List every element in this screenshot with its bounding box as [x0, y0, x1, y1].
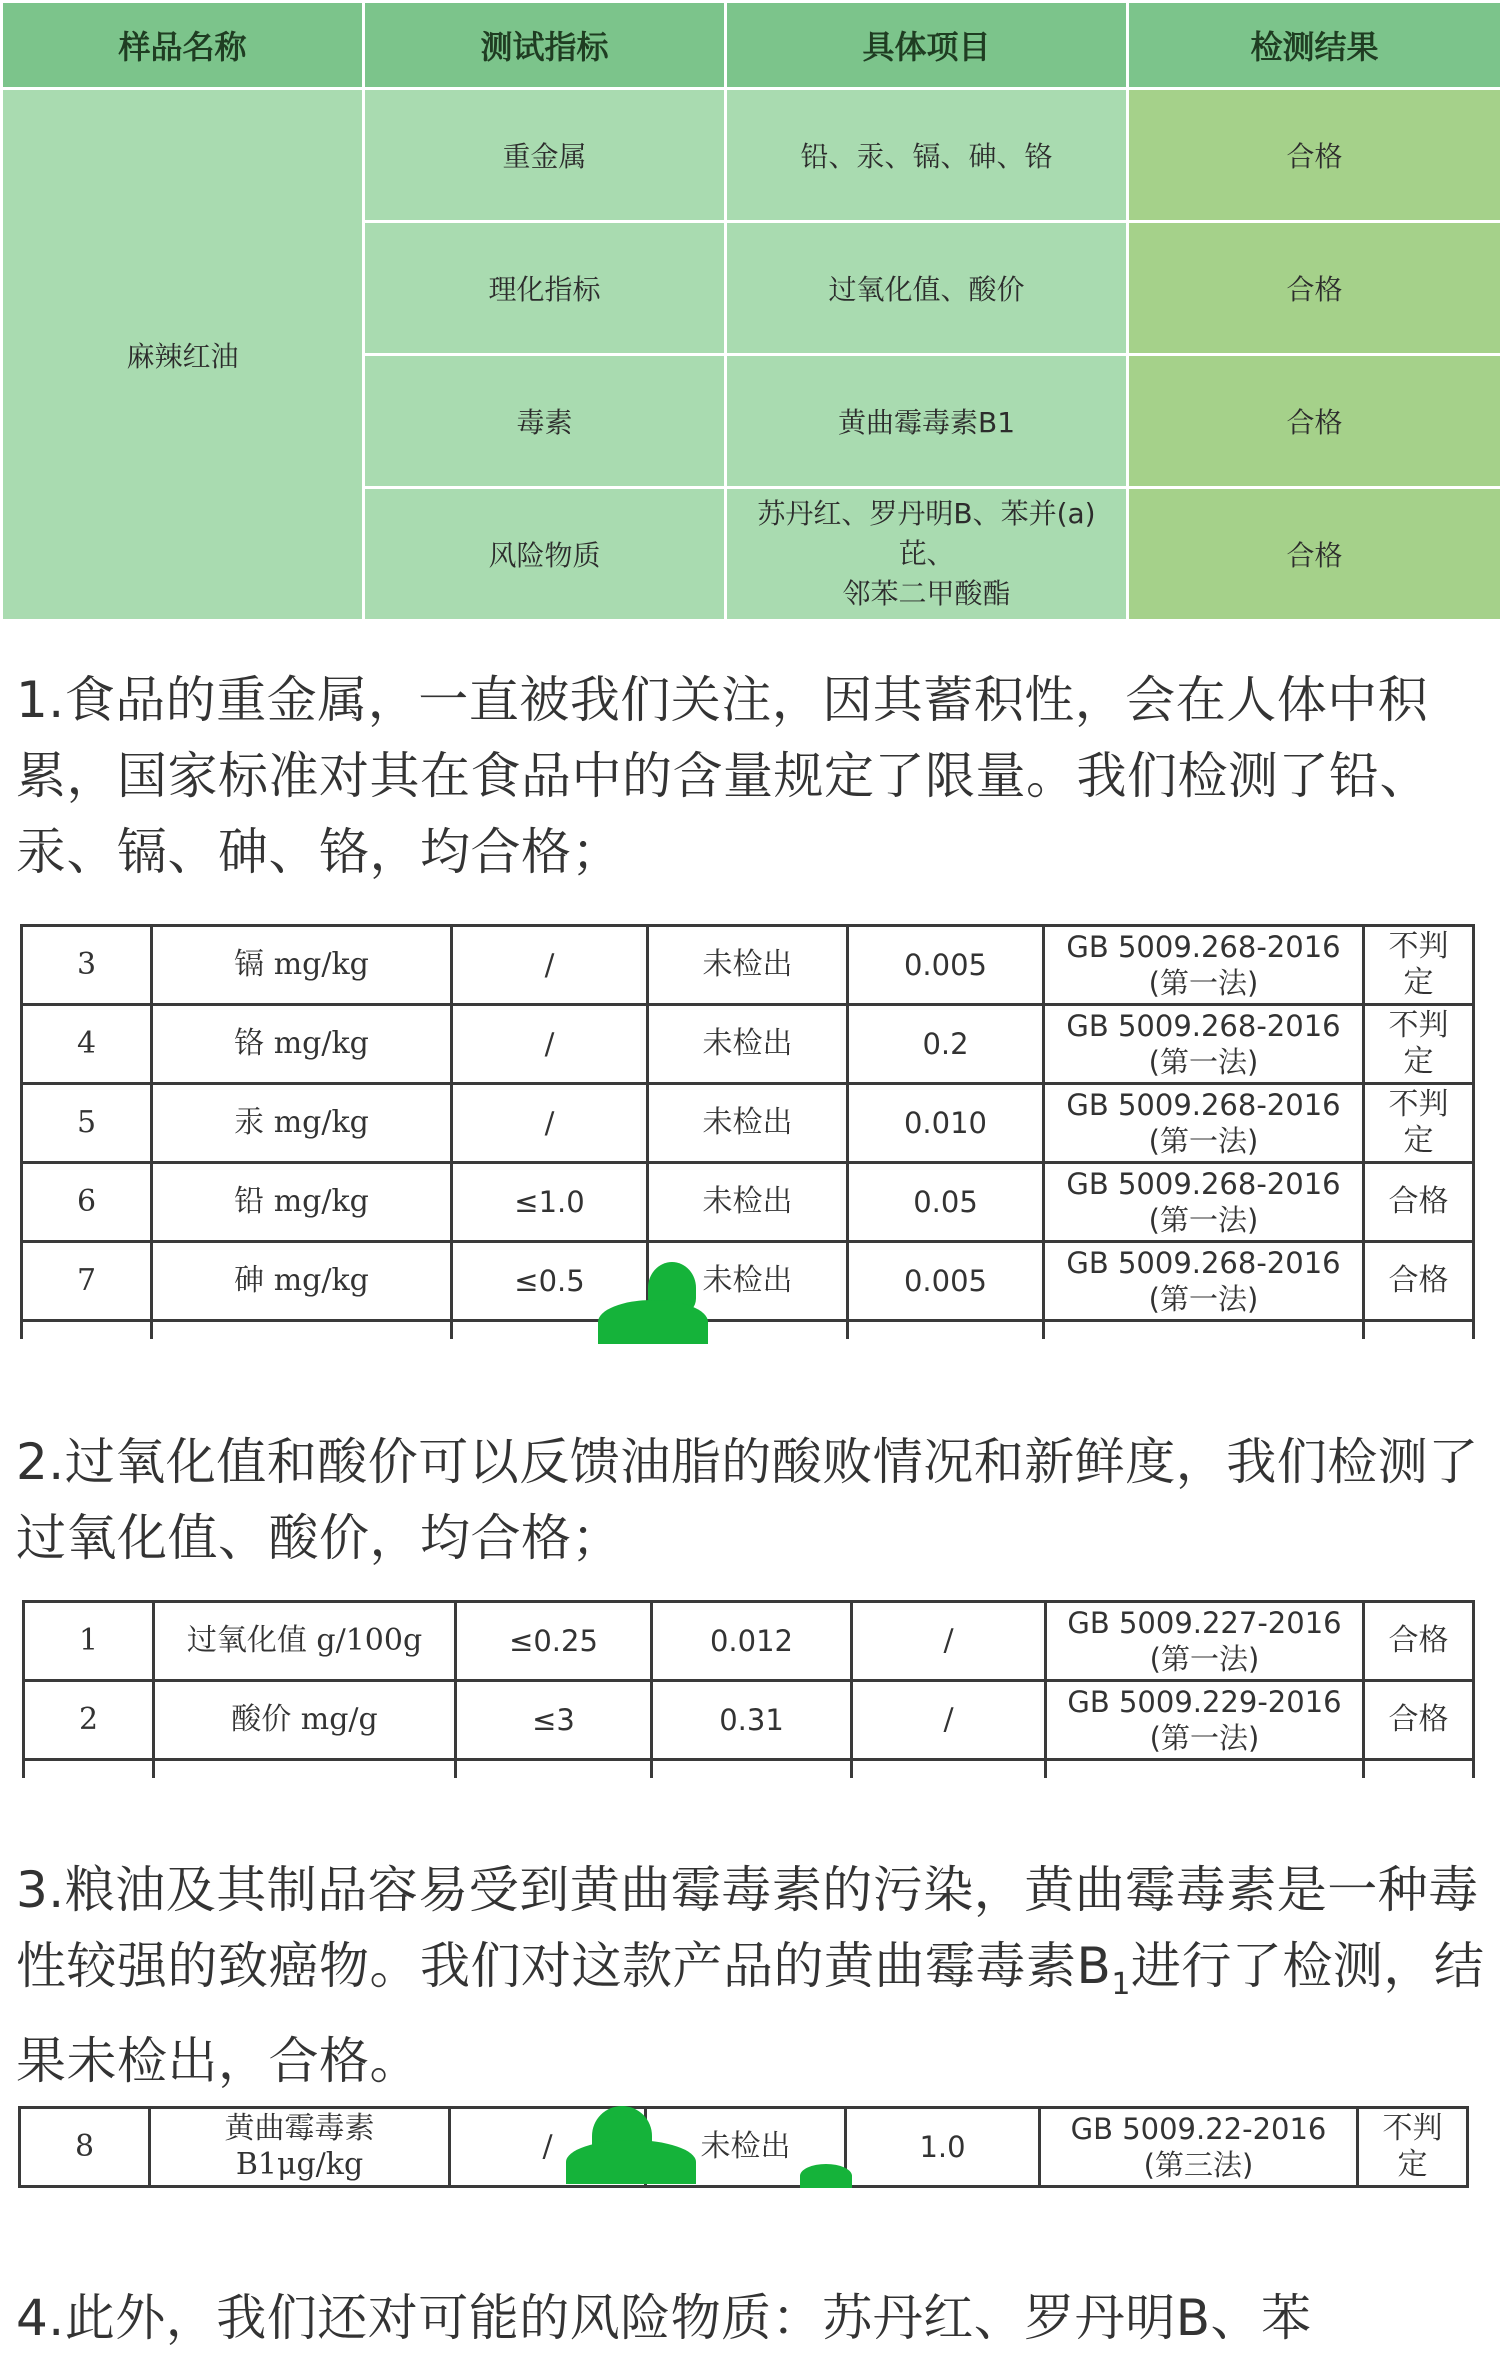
lab-cell-judgement — [1358, 2108, 1468, 2187]
table-row — [22, 1242, 1474, 1321]
indicator-cell: 理化指标 — [364, 222, 726, 355]
standard-method: (第一法) — [1049, 1202, 1358, 1238]
table-row — [22, 1084, 1474, 1163]
judgement-line: 不判 — [1369, 1087, 1468, 1123]
lab-cell-no: 3 — [22, 926, 152, 1005]
lab-cell-detect-limit: 0.005 — [848, 1242, 1044, 1321]
lab-cell-item: 镉 mg/kg — [152, 926, 452, 1005]
table-row — [24, 1681, 1474, 1760]
lab-cell-judgement — [1364, 1242, 1474, 1321]
lab-cell-limit: ≤3 — [456, 1681, 652, 1760]
lab-cell-standard — [1046, 1681, 1364, 1760]
lab-cell-item — [150, 2108, 450, 2187]
standard-code: GB 5009.268-2016 — [1049, 1245, 1358, 1281]
judgement-line: 不判 — [1363, 2111, 1462, 2147]
lab-cell-standard — [1044, 1242, 1364, 1321]
items-line: 邻苯二甲酸酯 — [733, 574, 1120, 614]
paragraph-risk-substances: 4.此外，我们还对可能的风险物质：苏丹红、罗丹明B、苯 — [16, 2280, 1490, 2356]
standard-code: GB 5009.22-2016 — [1045, 2111, 1352, 2147]
lab-cell-result: 0.012 — [652, 1602, 852, 1681]
standard-method: (第一法) — [1049, 965, 1358, 1001]
lab-cell-standard — [1044, 1005, 1364, 1084]
header-sample-name: 样品名称 — [2, 2, 364, 89]
lab-cell-item: 酸价 mg/g — [154, 1681, 456, 1760]
judgement-line: 不判 — [1369, 929, 1468, 965]
result-cell: 合格 — [1128, 355, 1500, 488]
sample-name-cell: 麻辣红油 — [2, 89, 364, 621]
judgement-line: 定 — [1363, 2147, 1462, 2183]
lab-cell-standard — [1040, 2108, 1358, 2187]
lab-cell-result: 未检出 — [648, 1163, 848, 1242]
header-specific-items: 具体项目 — [726, 2, 1128, 89]
lab-cell-detect-limit: 1.0 — [846, 2108, 1040, 2187]
lab-cell-limit: / — [452, 1005, 648, 1084]
standard-code: GB 5009.268-2016 — [1049, 929, 1358, 965]
items-cell — [726, 488, 1128, 621]
indicator-cell: 毒素 — [364, 355, 726, 488]
lab-cell-detect-limit: / — [852, 1681, 1046, 1760]
indicator-cell: 重金属 — [364, 89, 726, 222]
lab-cell-detect-limit: / — [852, 1602, 1046, 1681]
watermark-blob — [800, 2164, 852, 2188]
lab-cell-no: 2 — [24, 1681, 154, 1760]
lab-cell-result: 未检出 — [648, 926, 848, 1005]
lab-cell-limit: / — [452, 1084, 648, 1163]
lab-cell-limit: ≤0.5 — [452, 1242, 648, 1321]
lab-cell-item: 铬 mg/kg — [152, 1005, 452, 1084]
standard-method: (第一法) — [1049, 1281, 1358, 1317]
lab-cell-result: 未检出 — [648, 1242, 848, 1321]
table-row — [22, 1005, 1474, 1084]
table-row-cut — [22, 1321, 1474, 1339]
standard-code: GB 5009.268-2016 — [1049, 1008, 1358, 1044]
item-line: B1μg/kg — [155, 2147, 444, 2183]
lab-cell-no: 6 — [22, 1163, 152, 1242]
lab-cell-judgement: 合格 — [1364, 1681, 1474, 1760]
result-cell: 合格 — [1128, 222, 1500, 355]
judgement-line: 定 — [1369, 965, 1468, 1001]
standard-code: GB 5009.229-2016 — [1051, 1684, 1358, 1720]
lab-cell-limit: / — [450, 2108, 646, 2187]
lab-cell-detect-limit: 0.05 — [848, 1163, 1044, 1242]
items-cell: 过氧化值、酸价 — [726, 222, 1128, 355]
lab-table-heavy-metals — [20, 924, 1475, 1339]
watermark-blob — [566, 2140, 696, 2184]
standard-method: (第一法) — [1051, 1720, 1358, 1756]
lab-cell-judgement — [1364, 926, 1474, 1005]
lab-cell-item: 汞 mg/kg — [152, 1084, 452, 1163]
table-row — [22, 1163, 1474, 1242]
result-cell: 合格 — [1128, 89, 1500, 222]
standard-method: (第一法) — [1049, 1123, 1358, 1159]
standard-method: (第一法) — [1049, 1044, 1358, 1080]
table-row — [24, 1602, 1474, 1681]
lab-cell-no: 1 — [24, 1602, 154, 1681]
standard-code: GB 5009.268-2016 — [1049, 1087, 1358, 1123]
lab-cell-judgement: 合格 — [1364, 1602, 1474, 1681]
lab-table-physchem — [22, 1600, 1475, 1778]
judgement-line: 合格 — [1369, 1263, 1468, 1299]
lab-table-toxin — [18, 2106, 1469, 2188]
paragraph-physchem: 2.过氧化值和酸价可以反馈油脂的酸败情况和新鲜度，我们检测了过氧化值、酸价，均合格； — [16, 1424, 1490, 1576]
table-row — [22, 926, 1474, 1005]
items-cell: 铅、汞、镉、砷、铬 — [726, 89, 1128, 222]
standard-code: GB 5009.227-2016 — [1051, 1605, 1358, 1641]
subscript-1: 1 — [1111, 1967, 1131, 2002]
lab-cell-result: 未检出 — [648, 1084, 848, 1163]
header-test-indicator: 测试指标 — [364, 2, 726, 89]
lab-cell-item: 砷 mg/kg — [152, 1242, 452, 1321]
lab-cell-limit: ≤1.0 — [452, 1163, 648, 1242]
lab-cell-judgement — [1364, 1005, 1474, 1084]
items-cell: 黄曲霉毒素B1 — [726, 355, 1128, 488]
table-row-cut — [24, 1760, 1474, 1778]
summary-table — [0, 0, 1500, 622]
item-line: 黄曲霉毒素 — [155, 2111, 444, 2147]
lab-cell-limit: / — [452, 926, 648, 1005]
judgement-line: 不判 — [1369, 1008, 1468, 1044]
result-cell: 合格 — [1128, 488, 1500, 621]
judgement-line: 定 — [1369, 1044, 1468, 1080]
lab-cell-limit: ≤0.25 — [456, 1602, 652, 1681]
lab-cell-no: 8 — [20, 2108, 150, 2187]
lab-cell-no: 5 — [22, 1084, 152, 1163]
header-result: 检测结果 — [1128, 2, 1500, 89]
lab-cell-item: 过氧化值 g/100g — [154, 1602, 456, 1681]
paragraph-aflatoxin — [16, 1852, 1490, 2099]
lab-cell-detect-limit: 0.010 — [848, 1084, 1044, 1163]
lab-cell-no: 7 — [22, 1242, 152, 1321]
standard-method: (第一法) — [1051, 1641, 1358, 1677]
lab-cell-item: 铅 mg/kg — [152, 1163, 452, 1242]
summary-header-row — [2, 2, 1500, 89]
table-row — [2, 89, 1500, 222]
table-row — [20, 2108, 1468, 2187]
standard-code: GB 5009.268-2016 — [1049, 1166, 1358, 1202]
judgement-line: 定 — [1369, 1123, 1468, 1159]
indicator-cell: 风险物质 — [364, 488, 726, 621]
lab-cell-judgement — [1364, 1163, 1474, 1242]
standard-method: (第三法) — [1045, 2147, 1352, 2183]
lab-cell-standard — [1044, 926, 1364, 1005]
lab-cell-standard — [1044, 1084, 1364, 1163]
items-line: 苏丹红、罗丹明B、苯并(a)芘、 — [733, 494, 1120, 574]
lab-cell-judgement — [1364, 1084, 1474, 1163]
paragraph-text: 3.粮油及其制品容易受到黄曲霉毒素的污染，黄曲霉毒素是一种毒性较强的致癌物。我们对这款产品的黄曲霉毒素B — [16, 1861, 1479, 1995]
lab-cell-standard — [1046, 1602, 1364, 1681]
paragraph-text: 进行了检测，结果未检出，合格。 — [16, 1937, 1484, 2090]
lab-cell-detect-limit: 0.2 — [848, 1005, 1044, 1084]
lab-cell-result: 未检出 — [646, 2108, 846, 2187]
lab-cell-result: 未检出 — [648, 1005, 848, 1084]
lab-cell-detect-limit: 0.005 — [848, 926, 1044, 1005]
watermark-blob — [598, 1300, 708, 1344]
paragraph-heavy-metals: 1.食品的重金属，一直被我们关注，因其蓄积性，会在人体中积累，国家标准对其在食品中的含量规定了限量。我们检测了铅、汞、镉、砷、铬，均合格； — [16, 662, 1490, 890]
lab-cell-standard — [1044, 1163, 1364, 1242]
judgement-line: 合格 — [1369, 1184, 1468, 1220]
lab-cell-no: 4 — [22, 1005, 152, 1084]
lab-cell-result: 0.31 — [652, 1681, 852, 1760]
